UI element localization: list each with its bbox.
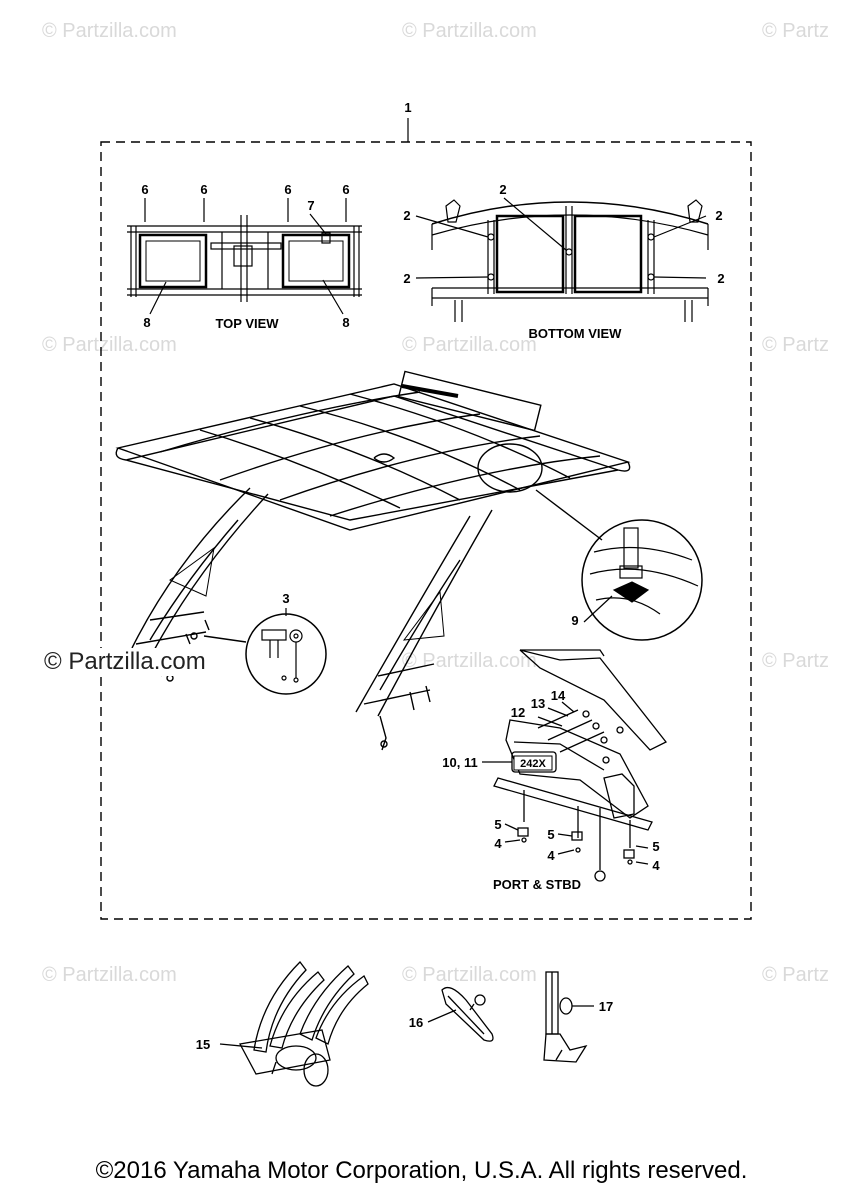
callout-8: 8 [342, 315, 350, 330]
port-stbd-label: PORT & STBD [492, 877, 582, 892]
watermark: © Partzilla.com [42, 20, 177, 42]
callout-9: 9 [571, 613, 579, 628]
callout-2: 2 [499, 182, 507, 197]
callout-6: 6 [284, 182, 292, 197]
callout-6: 6 [342, 182, 350, 197]
watermark: © Partz [762, 20, 829, 42]
callout-12: 12 [510, 705, 526, 720]
callout-3: 3 [282, 591, 290, 606]
callout-16: 16 [408, 1015, 424, 1030]
callout-13: 13 [530, 696, 546, 711]
watermark: © Partz [762, 964, 829, 986]
decal-text: 242X [520, 758, 546, 770]
top-view-label: TOP VIEW [215, 316, 279, 331]
callout-5: 5 [652, 839, 660, 854]
callout-5: 5 [494, 817, 502, 832]
port-stbd-detail-drawing [482, 650, 666, 881]
top-view-drawing [127, 198, 362, 314]
callout-4: 4 [547, 848, 555, 863]
callout-1: 1 [404, 100, 412, 115]
bottom-view-drawing [416, 198, 708, 322]
callout-2: 2 [717, 271, 725, 286]
callout-17: 17 [598, 999, 614, 1014]
detail-9-drawing [582, 520, 702, 640]
callout-4: 4 [652, 858, 660, 873]
watermark: © Partzilla.com [402, 650, 537, 672]
watermark: © Partzilla.com [42, 964, 177, 986]
flag-mount-17-drawing [544, 972, 594, 1062]
board-rack-15-drawing [220, 962, 368, 1086]
copyright-notice: ©2016 Yamaha Motor Corporation, U.S.A. All rights reserved. [95, 1157, 748, 1184]
callout-15: 15 [195, 1037, 211, 1052]
watermark: © Partzilla.com [402, 334, 537, 356]
callout-7: 7 [307, 198, 315, 213]
callout-2: 2 [403, 271, 411, 286]
watermark: © Partz [762, 650, 829, 672]
watermark-overlay: © Partzilla.com [44, 648, 206, 675]
callout-2: 2 [715, 208, 723, 223]
callout-2: 2 [403, 208, 411, 223]
bottom-view-label: BOTTOM VIEW [528, 326, 622, 341]
watermark: © Partzilla.com [42, 334, 177, 356]
detail-3-drawing [246, 608, 326, 694]
callout-5: 5 [547, 827, 555, 842]
watermark: © Partz [762, 334, 829, 356]
callout-8: 8 [143, 315, 151, 330]
mirror-16-drawing [428, 988, 493, 1042]
watermark: © Partzilla.com [402, 20, 537, 42]
watermark: © Partzilla.com [402, 964, 537, 986]
callout-6: 6 [200, 182, 208, 197]
callout-14: 14 [550, 688, 566, 703]
callout-4: 4 [494, 836, 502, 851]
callout-10-11: 10, 11 [442, 755, 478, 770]
callout-6: 6 [141, 182, 149, 197]
